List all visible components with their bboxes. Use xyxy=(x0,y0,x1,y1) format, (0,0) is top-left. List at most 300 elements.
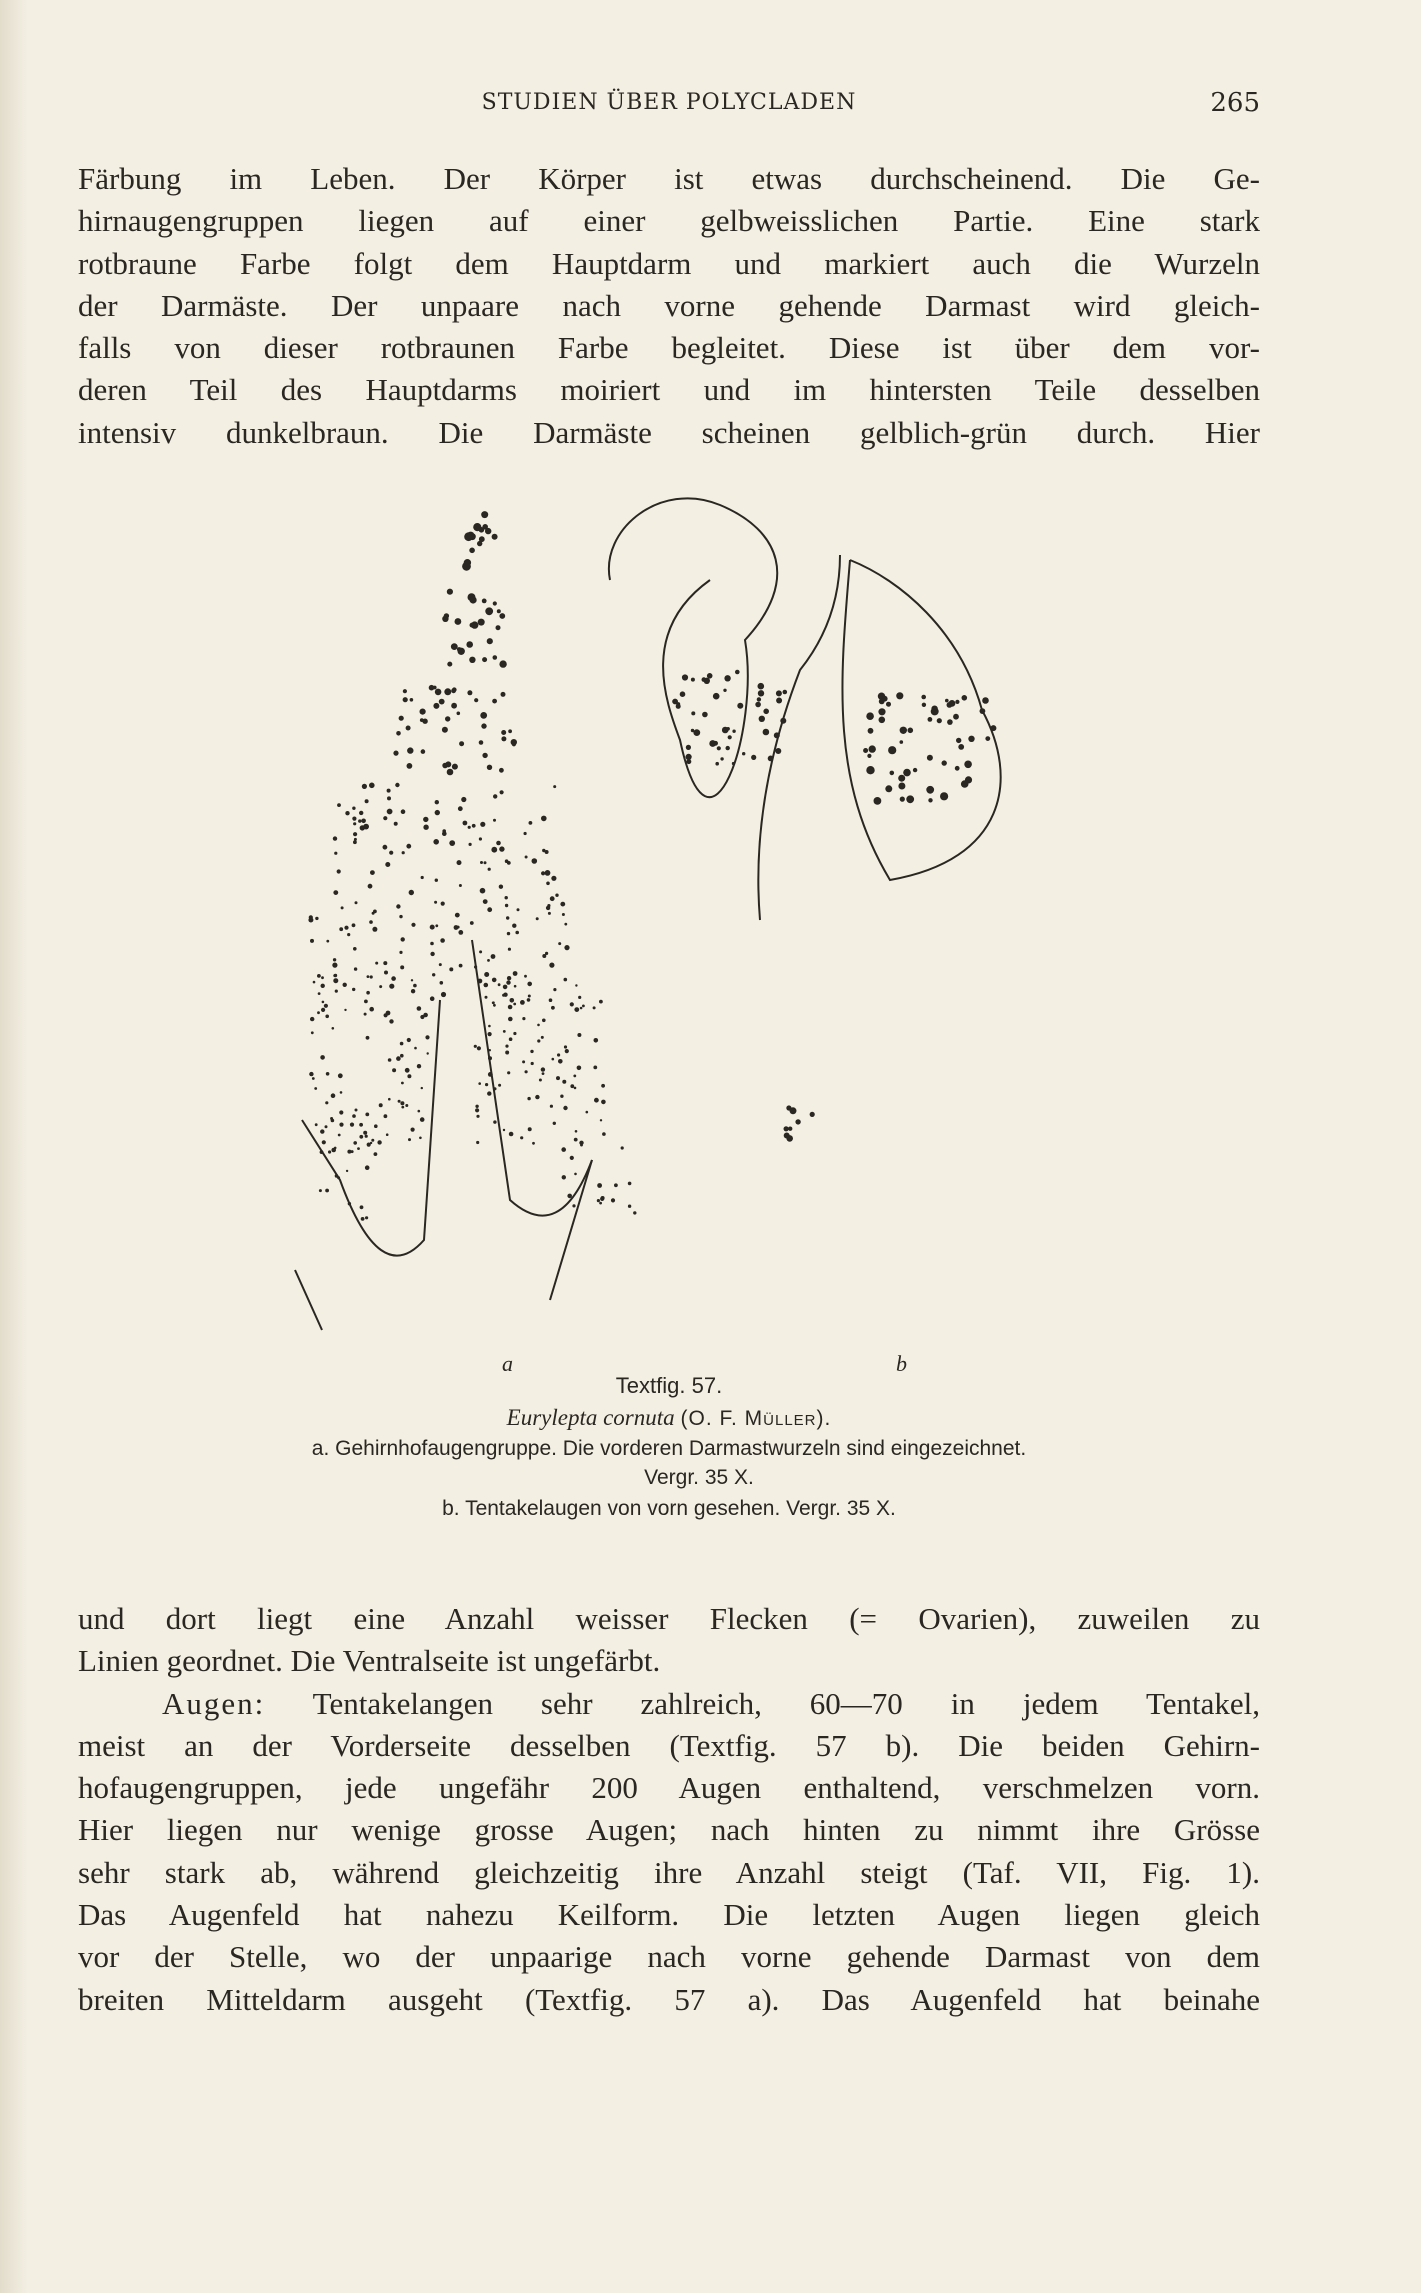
eye-dot xyxy=(964,761,972,769)
eye-dot xyxy=(366,1036,370,1040)
eye-dot xyxy=(325,1189,329,1193)
eye-dot xyxy=(389,984,394,989)
text-line: Das Augenfeld hat nahezu Keilform. Die letzten Augen liegen gleich xyxy=(78,1897,1260,1933)
eye-dot xyxy=(580,1007,583,1010)
eye-dot xyxy=(321,984,325,988)
eye-dot xyxy=(373,910,377,914)
eye-dot xyxy=(906,795,914,803)
eye-dot xyxy=(546,906,550,910)
eye-dot xyxy=(549,963,554,968)
panel-label-a: a xyxy=(502,1351,513,1376)
eye-dot xyxy=(491,847,497,853)
eye-dot xyxy=(505,859,509,863)
eye-dot xyxy=(530,1050,533,1053)
eye-dot xyxy=(483,899,488,904)
caption-a-magnification: Vergr. 35 X. xyxy=(644,1466,754,1489)
eye-dot xyxy=(525,856,528,859)
eye-dot xyxy=(508,948,511,951)
eye-dot xyxy=(541,1036,544,1039)
eye-dot xyxy=(331,1093,336,1098)
eye-dot xyxy=(334,852,337,855)
eye-dot xyxy=(487,765,492,770)
eye-dot xyxy=(735,670,740,675)
eye-dot xyxy=(313,981,316,984)
eye-dot xyxy=(435,800,439,804)
eye-dot xyxy=(477,1046,481,1050)
eye-dot xyxy=(455,618,462,625)
eye-dot xyxy=(358,819,361,822)
eye-dot xyxy=(500,790,504,794)
eye-dot xyxy=(498,983,501,986)
eye-dot xyxy=(333,958,336,961)
eye-dot xyxy=(407,763,413,769)
eye-dot xyxy=(432,973,435,976)
eye-dot xyxy=(563,1106,567,1110)
eye-dot xyxy=(513,1003,516,1006)
eye-dot xyxy=(408,1138,411,1141)
eye-dot xyxy=(362,784,367,789)
eye-dot xyxy=(717,746,721,750)
eye-dot xyxy=(489,1049,491,1051)
eye-dot xyxy=(866,766,874,774)
eye-dot xyxy=(322,1140,326,1144)
eye-dot xyxy=(593,1066,597,1070)
eye-dot xyxy=(421,749,426,754)
eye-dot xyxy=(441,992,446,997)
eye-dot xyxy=(388,1058,392,1062)
eye-dot xyxy=(472,824,476,828)
eye-dot xyxy=(368,884,373,889)
eye-dot xyxy=(441,902,445,906)
eye-dot xyxy=(786,1105,791,1110)
eye-dot xyxy=(786,1135,793,1142)
eye-dot xyxy=(602,1132,606,1136)
eye-dot xyxy=(480,712,487,719)
eye-dot xyxy=(686,759,691,764)
eye-dot xyxy=(493,601,497,605)
eye-dot xyxy=(334,974,337,977)
eye-dot xyxy=(430,925,435,930)
eye-dot xyxy=(546,882,550,886)
eye-dot xyxy=(498,1084,501,1087)
eye-dot xyxy=(501,692,506,697)
eye-dot xyxy=(470,596,477,603)
eye-dot xyxy=(508,1017,513,1022)
eye-dot xyxy=(492,699,497,704)
eye-dot xyxy=(574,1007,579,1012)
eye-dot xyxy=(386,1133,389,1136)
eye-dot xyxy=(578,996,581,999)
eye-dot xyxy=(405,1104,408,1107)
caption-a: a. Gehirnhofaugengruppe. Die vorderen Darmastwurzeln sind eingezeichnet. xyxy=(311,1437,1027,1460)
eye-dot xyxy=(512,924,516,928)
eye-dot xyxy=(474,698,478,702)
eye-dot xyxy=(459,884,462,887)
eye-dot xyxy=(758,690,764,696)
eye-dot xyxy=(573,1075,576,1078)
eye-dot xyxy=(597,1183,602,1188)
eye-dot xyxy=(326,940,329,943)
eye-dot xyxy=(555,894,558,897)
eye-dot xyxy=(386,1011,391,1016)
eye-dot xyxy=(599,1202,602,1205)
eye-dot xyxy=(479,536,485,542)
eye-dot xyxy=(459,964,463,968)
eye-dot xyxy=(776,698,782,704)
eye-dot xyxy=(478,1082,481,1085)
intestine-outline-left xyxy=(302,1000,440,1256)
eye-dot xyxy=(487,1091,491,1095)
eye-dot xyxy=(867,754,871,758)
eye-dot xyxy=(913,768,917,772)
eye-dot xyxy=(479,740,484,745)
eye-dot xyxy=(757,697,761,701)
eye-dot xyxy=(513,971,518,976)
eye-dot xyxy=(372,927,377,932)
eye-dot xyxy=(365,1216,368,1219)
eye-dot xyxy=(485,607,493,615)
eye-dot xyxy=(514,985,517,988)
eye-dot xyxy=(440,938,445,943)
eye-dot xyxy=(551,876,556,881)
eye-dot xyxy=(355,901,358,904)
text-line: und dort liegt eine Anzahl weisser Flecken (= Ovarien), zuweilen zu xyxy=(78,1601,1260,1636)
eye-dot xyxy=(940,792,948,800)
eye-dot xyxy=(680,691,686,697)
eye-dot xyxy=(481,511,488,518)
eye-dot xyxy=(536,917,539,920)
eye-dot xyxy=(903,769,911,777)
eye-dot xyxy=(953,714,959,720)
tentacle-outline-right xyxy=(842,560,1000,880)
eye-dot xyxy=(810,1112,815,1117)
text-line: vor der Stelle, wo der unpaarige nach vorne gehende Darmast von dem xyxy=(78,1939,1260,1975)
eye-dot xyxy=(572,1204,575,1207)
eye-dot xyxy=(505,904,508,907)
eye-dot xyxy=(321,976,324,979)
eye-dot xyxy=(550,1105,553,1108)
eye-dot xyxy=(513,1032,516,1035)
eye-dot xyxy=(479,527,485,533)
eye-dot xyxy=(522,1060,525,1063)
eye-dot xyxy=(366,991,370,995)
eye-dot xyxy=(898,783,905,790)
eye-dot xyxy=(691,711,695,715)
eye-dots xyxy=(308,511,996,1221)
eye-dot xyxy=(562,1080,566,1084)
eye-dot xyxy=(532,858,538,864)
eye-dot xyxy=(379,985,382,988)
text-line-heading xyxy=(78,1683,1260,1725)
eye-dot xyxy=(447,589,453,595)
eye-dot xyxy=(501,730,506,735)
eye-dot xyxy=(360,1205,364,1209)
eye-dot xyxy=(775,748,781,754)
eye-dot xyxy=(325,1101,328,1104)
eye-dot xyxy=(541,871,545,875)
eye-dot xyxy=(485,1083,488,1086)
eye-dot xyxy=(922,703,926,707)
eye-dot xyxy=(927,755,933,761)
eye-dot xyxy=(337,1176,340,1179)
eye-dot xyxy=(682,674,688,680)
eye-dot xyxy=(339,1123,343,1127)
eye-dot xyxy=(570,1156,574,1160)
eye-dot xyxy=(908,728,914,734)
eye-dot xyxy=(458,806,463,811)
eye-dot xyxy=(896,692,903,699)
text-line: Hier liegen nur wenige grosse Augen; nach hinten zu nimmt ihre Grösse xyxy=(78,1812,1260,1848)
eye-dot xyxy=(509,1132,514,1137)
eye-dot xyxy=(497,609,501,613)
eye-dot xyxy=(399,716,404,721)
eye-dot xyxy=(672,699,678,705)
text-line: falls von dieser rotbraunen Farbe begleitet. Diese ist über dem vor- xyxy=(78,330,1260,366)
eye-dot xyxy=(482,753,487,758)
eye-dot xyxy=(982,697,989,704)
eye-dot xyxy=(722,727,729,734)
eye-dot xyxy=(405,1068,410,1073)
eye-dot xyxy=(564,1045,567,1048)
eye-dot xyxy=(487,638,493,644)
eye-dot xyxy=(524,975,527,978)
eye-dot xyxy=(491,954,496,959)
eye-dot xyxy=(528,1127,532,1131)
eye-dot xyxy=(331,1119,335,1123)
eye-dot xyxy=(320,1055,325,1060)
eye-dot xyxy=(783,690,788,695)
eye-dot xyxy=(401,1082,404,1085)
eye-dot xyxy=(949,700,956,707)
eye-dot xyxy=(574,1087,577,1090)
eye-dot xyxy=(541,816,547,822)
eye-dot xyxy=(968,736,974,742)
text-line: intensiv dunkelbraun. Die Darmäste scheinen gelblich-grün durch. Hier xyxy=(78,414,1260,450)
eye-dot xyxy=(444,688,451,695)
eye-dot xyxy=(421,1087,423,1089)
eye-dot xyxy=(365,1165,370,1170)
eye-dot xyxy=(383,816,387,820)
eye-dot xyxy=(475,1105,478,1108)
eye-dot xyxy=(879,717,886,724)
eye-dot xyxy=(531,1062,534,1065)
eye-dot xyxy=(451,643,458,650)
eye-dot xyxy=(758,683,765,690)
eye-dot xyxy=(442,727,448,733)
eye-dot xyxy=(369,1007,374,1012)
eye-dot xyxy=(499,660,506,667)
eye-dot xyxy=(480,888,486,894)
eye-dot xyxy=(332,1027,335,1030)
eye-dot xyxy=(396,1056,401,1061)
eye-dot xyxy=(942,760,947,765)
eye-dot xyxy=(492,1002,495,1005)
eye-dot xyxy=(575,1130,578,1133)
eye-dot xyxy=(338,1073,343,1078)
eye-dot xyxy=(462,562,471,571)
species-name: Eurylepta cornuta xyxy=(506,1405,675,1430)
eye-dot xyxy=(574,1138,578,1142)
eye-dot xyxy=(480,861,483,864)
eye-dot xyxy=(528,995,531,998)
eye-dot xyxy=(449,967,453,971)
eye-dot xyxy=(326,1072,330,1076)
eye-dot xyxy=(401,1106,404,1109)
eye-dot xyxy=(340,1091,343,1094)
eye-dot xyxy=(885,785,892,792)
eye-dot xyxy=(315,1123,318,1126)
eye-dot xyxy=(435,924,438,927)
eye-dot xyxy=(430,952,434,956)
eye-dot xyxy=(325,1125,328,1128)
eye-dot xyxy=(524,832,527,835)
eye-dot xyxy=(348,1202,351,1205)
eye-dot xyxy=(474,1045,477,1048)
eye-dot xyxy=(403,697,408,702)
eye-dot xyxy=(407,1038,411,1042)
eye-dot xyxy=(487,959,490,962)
eye-dot xyxy=(463,821,468,826)
paragraph-coloration xyxy=(78,158,1260,454)
eye-dot xyxy=(742,752,745,755)
eye-dot xyxy=(515,931,519,935)
eye-dot xyxy=(367,975,370,978)
eye-dot xyxy=(499,846,504,851)
eye-dot xyxy=(341,906,344,909)
eye-dot xyxy=(427,1052,429,1054)
eye-dot xyxy=(350,1123,354,1127)
eye-dot xyxy=(522,1017,525,1020)
eye-dot xyxy=(505,896,508,899)
eye-dot xyxy=(562,1175,566,1179)
eye-dot xyxy=(352,817,356,821)
eye-dot xyxy=(570,1002,574,1006)
eye-dot xyxy=(447,769,454,776)
eye-dot xyxy=(469,843,472,846)
eye-dot xyxy=(482,657,487,662)
eye-dot xyxy=(475,1108,479,1112)
eye-dot xyxy=(352,923,356,927)
eye-dot xyxy=(715,762,719,766)
eye-dot xyxy=(435,810,440,815)
eye-dot xyxy=(548,912,551,915)
eye-dot xyxy=(359,811,363,815)
eye-dot xyxy=(900,727,907,734)
page-number: 265 xyxy=(1210,88,1260,118)
eye-dot xyxy=(508,729,512,733)
eye-dot xyxy=(537,1039,540,1042)
eye-dot xyxy=(375,962,378,965)
eye-dot xyxy=(384,1114,388,1118)
eye-dot xyxy=(633,1211,636,1214)
eye-dot xyxy=(542,1019,546,1023)
eye-dot xyxy=(343,983,347,987)
eye-dot xyxy=(333,890,338,895)
eye-dot xyxy=(493,819,496,822)
text-line: sehr stark ab, während gleichzeitig ihre Anzahl steigt (Taf. VII, Fig. 1). xyxy=(78,1854,1260,1890)
eye-dot xyxy=(413,984,417,988)
eye-dot xyxy=(577,1033,581,1037)
eye-dot xyxy=(945,699,949,703)
eye-dot xyxy=(527,1097,530,1100)
eye-dot xyxy=(312,1077,315,1080)
eye-dot xyxy=(947,719,953,725)
eye-dot xyxy=(527,982,532,987)
eye-dot xyxy=(508,1005,513,1010)
eye-dot xyxy=(520,1000,525,1005)
eye-dot xyxy=(990,725,996,731)
eye-dot xyxy=(507,1071,510,1074)
eye-dot xyxy=(549,998,553,1002)
eye-dot xyxy=(353,832,357,836)
eye-dot xyxy=(365,1135,368,1138)
text-line: der Darmäste. Der unpaare nach vorne gehende Darmast wird gleich- xyxy=(78,287,1260,323)
eye-dot xyxy=(868,728,874,734)
eye-dot xyxy=(597,1199,600,1202)
eye-dot xyxy=(417,1006,422,1011)
eye-dot xyxy=(525,1070,528,1073)
eye-dot xyxy=(339,927,343,931)
eye-dot xyxy=(433,686,437,690)
eye-dot xyxy=(567,1194,572,1199)
eye-dot xyxy=(479,950,482,953)
eye-dot xyxy=(505,1051,509,1055)
eye-dot xyxy=(561,1147,566,1152)
species-author: (O. F. Müller). xyxy=(680,1407,832,1430)
eye-dot xyxy=(732,730,735,733)
eye-dot xyxy=(334,1147,337,1150)
running-title: STUDIEN ÜBER POLYCLADEN xyxy=(481,90,857,115)
eye-dot xyxy=(550,896,555,901)
eye-dot xyxy=(470,623,475,628)
eye-dot xyxy=(702,677,707,682)
caption-b: b. Tentakelaugen von vorn gesehen. Vergr. 35 X. xyxy=(442,1497,896,1520)
eye-dot xyxy=(435,689,442,696)
eye-dot xyxy=(419,1137,422,1140)
eye-dot xyxy=(337,869,341,873)
eye-dot xyxy=(599,1000,603,1004)
eye-dot xyxy=(499,768,504,773)
eye-dot xyxy=(506,980,510,984)
text-line: Färbung im Leben. Der Körper ist etwas durchscheinend. Die Ge- xyxy=(78,161,1260,196)
eye-dot xyxy=(369,920,373,924)
eye-dot xyxy=(445,716,450,721)
eye-dot xyxy=(310,939,314,943)
eye-dot xyxy=(926,786,934,794)
text-line: hirnaugengruppen liegen auf einer gelbweisslichen Partie. Eine stark xyxy=(78,203,1260,239)
eye-dot xyxy=(335,990,338,993)
text-line: breiten Mitteldarm ausgeht (Textfig. 57 a). Das Augenfeld hat beinahe xyxy=(78,1981,1260,2017)
eye-dot xyxy=(352,1114,356,1118)
eye-dot xyxy=(726,746,730,750)
eye-dot xyxy=(401,809,406,814)
eye-dot xyxy=(469,657,475,663)
eye-dot xyxy=(367,1143,371,1147)
eye-dot xyxy=(553,785,556,788)
eye-dot xyxy=(388,1098,391,1101)
eye-dot xyxy=(383,961,387,965)
eye-dot xyxy=(527,998,531,1002)
eye-dot xyxy=(556,1076,560,1080)
eye-dot xyxy=(352,807,355,810)
eye-dot xyxy=(535,1095,539,1099)
eye-dot xyxy=(488,868,491,871)
eye-dot xyxy=(492,534,498,540)
eye-dot xyxy=(496,625,501,630)
eye-dot xyxy=(308,918,313,923)
eye-dot xyxy=(574,1173,577,1176)
eye-dot xyxy=(488,1056,492,1060)
